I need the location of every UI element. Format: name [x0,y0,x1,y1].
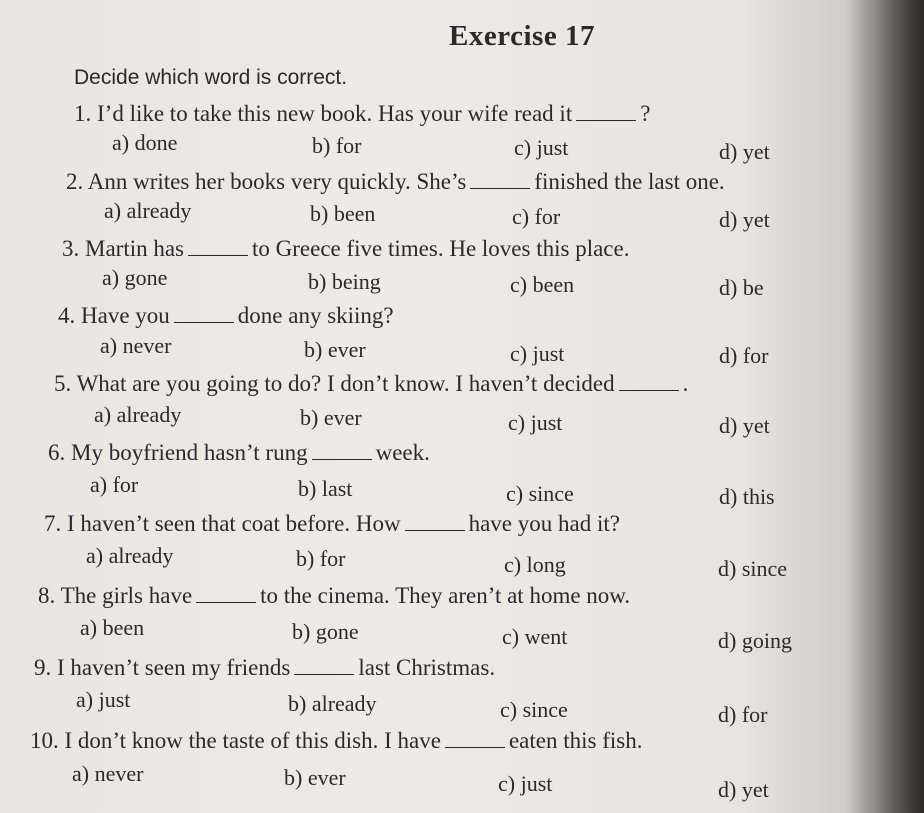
option-d: d) this [719,484,775,509]
option-d: d) yet [719,413,770,438]
option-b: b) ever [284,765,346,790]
option-b: b) for [296,546,346,571]
option-b: b) gone [292,619,359,644]
question-8 [38,583,630,609]
question-text: 9. I haven’t seen my friends [34,655,291,680]
option-c: c) been [510,272,575,297]
option-d: d) yet [719,139,770,164]
option-a: a) done [112,130,178,155]
question-5 [54,371,688,397]
option-a: a) been [80,615,145,640]
question-6 [48,440,430,466]
option-a: a) just [76,687,131,712]
answer-blank [196,584,256,603]
answer-blank [188,237,248,256]
question-1 [74,101,650,127]
question-text: 3. Martin has [62,236,185,261]
question-2 [66,169,725,195]
option-d: d) going [718,628,792,653]
option-c: c) just [498,771,553,796]
question-text-end: finished the last one. [534,169,725,194]
answer-blank [445,729,505,748]
option-c: c) just [508,410,563,435]
question-text-end: . [682,371,689,396]
question-text-end: to Greece five times. He loves this place. [252,236,630,261]
option-c: c) long [504,552,566,577]
page-title: Exercise 17 [449,20,595,52]
question-text-end: to the cinema. They aren’t at home now. [260,583,631,608]
option-a: a) already [94,402,182,427]
option-c: c) just [510,341,565,366]
option-b: b) last [298,476,353,501]
question-text-end: done any skiing? [237,303,394,328]
option-b: b) already [288,691,377,716]
answer-blank [576,102,636,121]
option-d: d) be [719,275,764,300]
option-b: b) for [312,133,362,158]
option-a: a) gone [102,265,168,290]
answer-blank [405,512,465,531]
option-d: d) yet [719,207,770,232]
question-text: 6. My boyfriend hasn’t rung [48,440,308,465]
page-edge-shadow [844,0,924,813]
option-d: d) yet [718,777,769,802]
option-c: c) went [502,624,568,649]
question-9 [34,655,495,681]
question-text-end: have you had it? [468,511,620,536]
answer-blank [312,441,372,460]
question-text: 2. Ann writes her books very quickly. She’s [66,169,467,194]
question-3 [62,236,629,262]
question-text: 5. What are you going to do? I don’t know. I haven’t decided [54,371,615,396]
option-a: a) never [72,761,144,786]
question-4 [58,303,394,329]
question-text-end: eaten this fish. [508,728,643,753]
question-text-end: week. [375,440,430,465]
answer-blank [174,304,234,323]
option-d: d) for [718,702,768,727]
question-text-end: last Christmas. [358,655,496,680]
question-text: 7. I haven’t seen that coat before. How [44,511,401,536]
option-a: a) for [90,472,139,497]
answer-blank [294,656,354,675]
option-d: d) since [718,556,788,581]
question-10 [30,728,642,754]
option-b: b) being [308,269,381,294]
answer-blank [619,372,679,391]
option-a: a) never [100,333,172,358]
question-text: 10. I don’t know the taste of this dish. I have [30,728,441,753]
option-b: b) been [310,201,376,226]
option-b: b) ever [300,405,362,430]
option-c: c) for [512,204,561,229]
option-c: c) since [500,697,568,722]
option-a: a) already [86,543,174,568]
option-b: b) ever [304,337,366,362]
question-text-end: ? [640,101,651,126]
question-7 [44,511,620,537]
option-c: c) just [514,135,569,160]
instruction-text: Decide which word is correct. [74,66,348,89]
option-d: d) for [719,343,769,368]
question-text: 1. I’d like to take this new book. Has your wife read it [74,101,573,126]
option-c: c) since [506,481,574,506]
question-text: 8. The girls have [38,583,193,608]
answer-blank [470,170,530,189]
option-a: a) already [104,198,192,223]
question-text: 4. Have you [58,303,170,328]
